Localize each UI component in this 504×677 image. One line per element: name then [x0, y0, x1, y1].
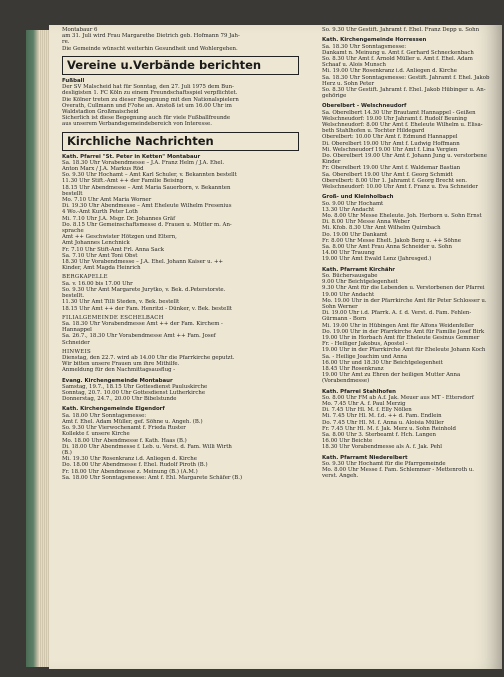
text-line: gehörige	[322, 93, 347, 100]
text-line: desligisten 1. FC Köln zu einem Freundschaftsspiel verpflichtet.	[62, 90, 238, 97]
text-line: Die Kölner treten zu dieser Begegnung mit den Nationalspielern	[62, 96, 239, 103]
text-line: Di. Oberelbert 19.00 Uhr Amt f. Ludwig Hoffmann	[322, 140, 460, 147]
filial-list	[62, 321, 317, 346]
kirchaehr-list	[322, 273, 494, 385]
text-line: Sa. v. 16.00 bis 17.00 Uhr	[62, 280, 133, 287]
fussball-heading: Fußball	[62, 77, 85, 84]
text-line: 19.00 Uhr Amt zu Ehren der heiligen Mutter Anna	[322, 372, 461, 379]
text-line: Der SV Malscheid hat für Sonntag, den 27. Juli 1975 dem Bun-	[62, 84, 234, 91]
text-line: So. 9.30 Uhr Hochamt – Amt Karl Schuler, v. Bekannten bestellt	[62, 172, 237, 179]
text-line: Sicherlich ist diese Begegnung auch für viele Fußballfreunde	[62, 115, 231, 122]
text-line: Fr. - Heiliger Jakobus, Apostel -	[322, 341, 408, 348]
text-line: 18.15 Uhr Amt ++ der Fam. Henritzi - Dünker, v. Bek. bestellt	[62, 305, 232, 312]
text-line: 11.30 Uhr Stift.-Amt ++ der Familie Beising	[62, 178, 184, 185]
kath-montabaur-list	[62, 160, 317, 272]
text-line: 18.30 Uhr Vorabendmesse – J.A. Ehel. Johann Kaiser u. ++	[62, 259, 224, 266]
text-line: aus unserem Verbandsgemeindebereich von Interesse.	[62, 121, 212, 128]
niederelbert-heading: Kath. Pfarramt Niederelbert	[322, 454, 408, 461]
stahlhofen-heading: Kath. Pfarrei Stahlhofen	[322, 388, 396, 395]
text-line: 4 Wo.-Amt Kurth Peter Loth	[62, 209, 138, 216]
text-line: bestellt	[62, 190, 83, 197]
text-line: Gürmann - Born	[322, 316, 367, 323]
text-line: So. 8.30 Uhr Amt f. Arnold Müller u. Amt f. Ehel. Adam	[322, 55, 473, 62]
text-line: Sa. 18.30 Uhr Vorabendmesse Amt ++ der Fam. Kirchem -	[62, 320, 223, 327]
text-line: 14.00 Uhr Trauung	[322, 250, 375, 257]
fussball-article	[62, 84, 317, 127]
text-line: Mi. 19.30 Uhr Rosenkranz i.d. Anliegen d. Kirche	[62, 456, 197, 463]
text-line: Amt f. Ehel. Adam Müller, gef. Söhne u. Angeh. (B.)	[62, 418, 203, 425]
text-line: bestellt.	[62, 293, 85, 300]
text-line: Sa. 18.30 Uhr Vorabendmesse – J.A. Franz Helm / J.A. Ehel.	[62, 159, 225, 166]
text-line: 19.00 Uhr Amt Ewald Lenz (Jahresged.)	[322, 256, 432, 263]
text-line: (Vorabendmesse)	[322, 378, 370, 385]
text-line: sprache	[62, 228, 84, 235]
text-line: Mo. 19.00 Uhr in der Pfarrkirche Amt für Peter Schlosser u.	[322, 297, 487, 304]
text-line: Do. 19.00 Uhr in der Pfarrkirche Amt für Familie Josef Birk	[322, 328, 485, 335]
text-line: 19.00 Uhr Andacht	[322, 291, 375, 298]
hinweis-list	[62, 355, 317, 374]
text-line: Di. 8.00 Uhr Messe Anna Weber	[322, 219, 410, 226]
text-line: Mo. 18.00 Uhr Abendmesse f. Kath. Haas (B.)	[62, 437, 187, 444]
stahlhofen-list	[322, 395, 494, 451]
text-line: Fr. 8.00 Uhr Messe Ehelt. Jakob Berg u. ++ Söhne	[322, 237, 461, 244]
text-line: Waldstadion Großmaischeid	[62, 108, 139, 115]
text-line: 19.00 Uhr in der Pfarrkirche Amt für Eheleute Johann Koch	[322, 347, 486, 354]
text-line: Sa. - Heilige Joachim und Anna	[322, 353, 408, 360]
niederelbert-list	[322, 461, 494, 480]
text-line: Sa. 18.30 Uhr Sonntagsmesse: Gestift. Jahramt f. Ehel. Jakob	[322, 74, 490, 81]
text-line: Do. 19.00 Uhr Dankamt	[322, 231, 388, 238]
bergkapelle-heading: BERGKAPELLE	[62, 274, 108, 281]
oberelbert-list	[322, 110, 494, 191]
text-line: Hannappel	[62, 327, 92, 334]
text-line: Sa. 18.00 Uhr Sonntagsmesse: Amt f. Ehl. Margarete Schäfer (B.)	[62, 474, 243, 481]
text-line: Do. Oberelbert 19.00 Uhr Amt f. Johann Jung u. verstorbene	[322, 153, 487, 160]
filial-heading: FILIALGEMEINDE ESCHELBACH	[62, 314, 164, 321]
text-line: Fr. Oberelbert 19.00 Uhr Amt f. Waldemar Bastian	[322, 165, 461, 172]
vereine-banner: Vereine u.Verbände berichten	[62, 56, 299, 75]
text-line: Mi. 7.45 Uhr Hl. M. f.d. ++ d. Fam. Endlein	[322, 413, 442, 420]
text-line: So. 9.30 Uhr Amt Margarete Jurytko, v. Bek. d.Peterstorste.	[62, 286, 226, 293]
text-line: Mi. Welschneudorf 19.00 Uhr Amt f. Lina Vergien	[322, 146, 458, 153]
text-line: beth Stahlhofen u. Tochter Hildegard	[322, 128, 425, 135]
text-line: Sa. Oberelbert 19.00 Uhr Amt f. Georg Schmidt	[322, 171, 453, 178]
text-line: Welschneudorf: 10.00 Uhr Amt f. Franz u. Eva Schneider	[322, 184, 478, 191]
evang-list	[62, 384, 317, 403]
grossholbach-heading: Groß- und Kleinholbach	[322, 194, 394, 201]
kirchaehr-heading: Kath. Pfarramt Kirchähr	[322, 266, 395, 273]
text-line: (B.)	[62, 449, 72, 456]
text-line: Die Gemeinde wünscht weiterhin Gesundheit und Wohlergehen.	[62, 45, 238, 52]
text-line: So. 8.30 Uhr Gestift. Jahramt f. Ehel. Jakob Hübinger u. An-	[322, 86, 486, 93]
text-line: 19.00 Uhr in Horbach Amt für Eheleute Gesinus Gemmer	[322, 334, 480, 341]
text-line: Sa. 8.00 Uhr Amt Frau Anna Schneider u. Sohn	[322, 243, 453, 250]
right-top-line: So. 9.30 Uhr Gestift. Jahramt f. Ehel. Franz Depp u. Sohn	[322, 27, 480, 33]
left-column	[62, 27, 317, 481]
text-line: Fr. 18.00 Uhr Abendmesse z. Meinung (B.) (A.M.)	[62, 468, 198, 475]
text-line: Di. 7.45 Uhr Hl. M. f. Elly Nöllen	[322, 407, 412, 414]
text-line: Mo. 8.00 Uhr Messe Eheleute. Joh. Herborn u. Sohn Ernst	[322, 212, 482, 219]
text-line: Sohn Werner	[322, 303, 358, 310]
text-line: Sa. 7.10 Uhr Amt Toni Obst	[62, 252, 138, 259]
elgendorf-heading: Kath. Kirchengemeinde Elgendorf	[62, 406, 165, 413]
evang-heading: Evang. Kirchengemeinde Montabaur	[62, 377, 173, 384]
text-line: Wir bitten unsere Frauen um ihre Mithilfe.	[62, 361, 180, 368]
grossholbach-list	[322, 201, 494, 263]
text-line: So. 8.00 Uhr FM ab A.f. Jak. Meuer aus MT - Ettersdorf	[322, 394, 474, 401]
text-line: 18.30 Uhr Vorabendmesse als A. f. Jak. Pehl	[322, 444, 442, 451]
hinweis-heading: HINWEIS	[62, 348, 91, 355]
kath-montabaur-heading: Kath. Pfarrei "St. Peter in Ketten" Montabaur	[62, 153, 201, 160]
text-line: Kollekte f. unsere Kirche	[62, 431, 130, 438]
text-line: Do. 8.15 Uhr Gemeinschaftsmesse d. Frauen u. Mütter m. An-	[62, 221, 232, 228]
text-line: Amt ++ Geschwister Hötzgen und Eltern,	[62, 234, 177, 241]
text-line: Welschneudorf: 19.00 Uhr Jahramt f. Rudolf Beuning	[322, 115, 467, 122]
text-line: Do. 18.00 Uhr Abendmesse f. Ehel. Rudolf Piroth (B.)	[62, 462, 208, 469]
text-line: Samstag, 19.7., 18.15 Uhr Gottesdienst Pauluskirche	[62, 383, 208, 390]
text-line: Sa. 18.00 Uhr Sonntagsmesse:	[62, 412, 147, 419]
bergkapelle-list	[62, 281, 317, 312]
horressen-heading: Kath. Kirchengemeinde Horressen	[322, 37, 427, 44]
text-line: Di. 18.00 Uhr Abendmesse f. Leb. u. Verst. d. Fam. Willi Wirth	[62, 443, 232, 450]
text-line: Mi. 19.00 Uhr Rosenkranz i.d. Anliegen d. Kirche	[322, 68, 457, 75]
text-line: 9.00 Uhr Beichtgelegenheit	[322, 279, 398, 286]
text-line: Oberelbert: 10.00 Uhr Amt f. Edmund Hannappel	[322, 134, 458, 141]
text-line: Herz u. Sohn Peter	[322, 80, 375, 87]
text-line: 11.30 Uhr Amt Tilli Steden, v. Bek. bestellt	[62, 299, 180, 306]
text-line: Di. 19.00 Uhr i.d. Pfarrk. A. f. d. Verst. d. Fam. Fehlen-	[322, 310, 472, 317]
text-line: verst. Angeh.	[322, 473, 359, 480]
text-line: Mo. 7.10 Uhr Amt Maria Worner	[62, 197, 152, 204]
text-line: Oberelbert: 8.00 Uhr 1. Jahramt f. Georg Brecht sen.	[322, 177, 467, 184]
text-line: am 31. Juli wird Frau Margarethe Dietrich geb. Hofmann 79 Jah-	[62, 33, 240, 40]
text-line: Welschneudorf: 8.00 Uhr Amt f. Eheleute Wilhelm u. Elisa-	[322, 122, 483, 129]
text-line: So. 9.00 Uhr Hochamt	[322, 200, 384, 207]
text-line: 13.30 Uhr Andacht	[322, 206, 375, 213]
text-line: Sa. Oberelbert 14.30 Uhr Brautamt Hannappel - Geißen	[322, 109, 476, 116]
kirchliche-banner: Kirchliche Nachrichten	[62, 132, 299, 151]
text-line: 18.15 Uhr Abendmesse – Amt Maria Sauerborn, v. Bekannten	[62, 184, 231, 191]
text-line: Fr. 7.10 Uhr Stift-Amt Frl. Anna Sack	[62, 246, 165, 253]
text-line: Dankamt n. Meinung u. Amt f. Gerhard Schneckenbach	[322, 49, 474, 56]
text-line: Kinder	[322, 159, 341, 166]
text-line: Sa. 8.00 Uhr 3. Sterbeamt f. Hch. Langen	[322, 432, 436, 439]
text-line: Sa. 18.30 Uhr Sonntagsmesse:	[322, 43, 407, 50]
text-line: Schneider	[62, 339, 90, 346]
text-line: Sa. 26.7., 18.30 Uhr Vorabendmesse Amt ++ Fam. Josef	[62, 333, 216, 340]
text-line: 9.30 Uhr Amt für die Lebenden u. Verstorbenen der Pfarrei	[322, 285, 485, 292]
text-line: Donnerstag, 24.7., 20.00 Uhr Bibelstunde	[62, 396, 177, 403]
text-line: Di. 19.30 Uhr Abendmesse – Amt Eheleute Wilhelm Fresenius	[62, 203, 232, 210]
text-line: Schaaf u. Alois Munsch	[322, 62, 387, 69]
text-line: Sonntag, 20.7. 10.00 Uhr Gottesdienst Lutherkirche	[62, 390, 206, 397]
right-column	[322, 27, 494, 480]
text-line: Do. 7.45 Uhr Hl. M. f. Anna u. Aloisia Müller	[322, 419, 444, 426]
intro-block	[62, 27, 317, 52]
text-line: Montabaur 6	[62, 27, 98, 33]
text-line: Amt Johannes Lenchnick	[62, 240, 130, 247]
book-cover-edge	[26, 30, 38, 667]
text-line: So. 9.30 Uhr Hochamt für die Pfarrgemeinde	[322, 460, 446, 467]
text-line: Dienstag, den 22.7. wird ab 14.00 Uhr die Pfarrkirche geputzt.	[62, 354, 235, 361]
text-line: Fr. 7.45 Uhr Hl. M. f. Jak. Merz u. Sohn Reinhold	[322, 425, 456, 432]
text-line: 16.00 Uhr und 18.30 Uhr Beichtgelegenheit	[322, 359, 443, 366]
text-line: 18.45 Uhr Rosenkranz	[322, 365, 384, 372]
text-line: Mi. 19.00 Uhr in Hübingen Amt für Alfons Weidenfeller	[322, 322, 474, 329]
text-line: Mo. 8.00 Uhr Messe f. Fam. Schlemmer - Mettenroth u.	[322, 467, 475, 474]
text-line: So. Büchersausgabe	[322, 272, 378, 279]
text-line: re.	[62, 39, 70, 46]
elgendorf-list	[62, 413, 317, 481]
horressen-list	[322, 44, 494, 100]
text-line: Mo. 7.45 Uhr A. f. Paul Merzig	[322, 401, 406, 408]
text-line: Mi. 7.10 Uhr J.A. Msgr. Dr. Johannes Gräf	[62, 215, 176, 222]
text-line: So. 9.30 Uhr Vierwochenamt f. Frieda Ruster	[62, 425, 186, 432]
text-line: 16.00 Uhr Beichte	[322, 438, 373, 445]
text-line: Anmeldung für den Nachmittagsausflug -	[62, 367, 176, 374]
text-line: Kinder, Amt Magda Heinrich	[62, 265, 141, 272]
text-line: Mi. Kfob. 8.30 Uhr Amt Wilhelm Quirnbach	[322, 225, 441, 232]
oberelbert-heading: Oberelbert - Welschneudorf	[322, 103, 407, 110]
text-line: Anton Marx / J.A. Markus Röd	[62, 166, 144, 173]
text-line: Overath, Cullmann und F?ohe an. Anstoß ist um 16.00 Uhr im	[62, 102, 232, 109]
